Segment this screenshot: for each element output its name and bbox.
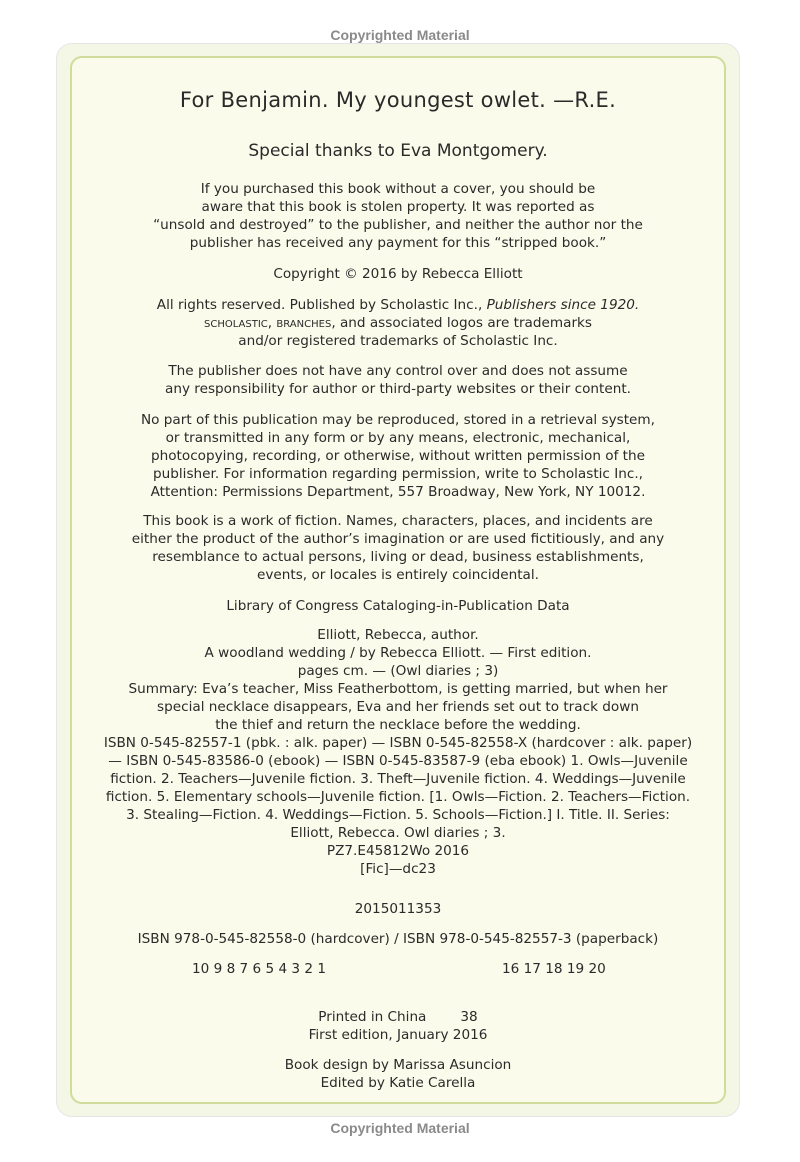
notice-line: This book is a work of fiction. Names, characters, places, and incidents are bbox=[143, 513, 653, 529]
cataloging-line: — ISBN 0-545-83586-0 (ebook) — ISBN 0-545-83587-9 (eba ebook) 1. Owls—Juvenile bbox=[108, 753, 688, 769]
notice-line: “unsold and destroyed” to the publisher, and neither the author nor the bbox=[153, 217, 643, 233]
copyright-watermark-bottom: Copyrighted Material bbox=[330, 1120, 470, 1136]
reproduction-notice bbox=[70, 411, 726, 501]
printed-in-row bbox=[70, 1008, 726, 1026]
edit-credit: Edited by Katie Carella bbox=[320, 1075, 476, 1091]
notice-line: publisher has received any payment for this “stripped book.” bbox=[189, 235, 607, 251]
printed-in: Printed in China bbox=[318, 1009, 427, 1025]
cataloging-line: the thief and return the necklace before the wedding. bbox=[215, 717, 581, 733]
branches-trademark: branches bbox=[276, 315, 332, 331]
notice-line: any responsibility for author or third-party websites or their content. bbox=[165, 381, 631, 397]
scholastic-trademark: scholastic bbox=[204, 315, 268, 331]
notice-line: No part of this publication may be reproduced, stored in a retrieval system, bbox=[141, 412, 655, 428]
special-thanks: Special thanks to Eva Montgomery. bbox=[248, 141, 548, 161]
fiction-notice bbox=[70, 512, 726, 584]
publisher-notice bbox=[70, 362, 726, 398]
cataloging-line: 3. Stealing—Fiction. 4. Weddings—Fiction. 5. Schools—Fiction.] I. Title. II. Series: bbox=[126, 807, 670, 823]
printing-numbers-right: 16 17 18 19 20 bbox=[502, 961, 606, 977]
rights-prefix: All rights reserved. Published by Scholastic Inc., bbox=[156, 297, 483, 313]
notice-line: The publisher does not have any control over and does not assume bbox=[168, 363, 628, 379]
cataloging-line: PZ7.E45812Wo 2016 bbox=[326, 843, 470, 859]
printing-info bbox=[70, 1008, 726, 1044]
notice-line: either the product of the author’s imagination or are used fictitiously, and any bbox=[131, 531, 665, 547]
lccn bbox=[70, 900, 726, 918]
cataloging-line: Elliott, Rebecca, author. bbox=[317, 627, 479, 643]
rights-line-2 bbox=[70, 314, 726, 332]
rights-line-3: and/or registered trademarks of Scholastic Inc. bbox=[238, 333, 558, 349]
notice-line: publisher. For information regarding permission, write to Scholastic Inc., bbox=[153, 466, 643, 482]
cataloging-data bbox=[70, 626, 726, 878]
notice-line: Attention: Permissions Department, 557 Broadway, New York, NY 10012. bbox=[150, 484, 646, 500]
cataloging-line: [Fic]—dc23 bbox=[360, 861, 436, 877]
cataloging-line: special necklace disappears, Eva and her friends set out to track down bbox=[157, 699, 639, 715]
isbn-block bbox=[70, 930, 726, 948]
notice-line: resemblance to actual persons, living or dead, business establishments, bbox=[152, 549, 644, 565]
lccn-number: 2015011353 bbox=[354, 901, 442, 917]
printing-numbers-left: 10 9 8 7 6 5 4 3 2 1 bbox=[192, 961, 327, 977]
notice-line: aware that this book is stolen property. It was reported as bbox=[201, 199, 595, 215]
loc-heading bbox=[70, 597, 726, 615]
dedication: For Benjamin. My youngest owlet. —R.E. bbox=[179, 88, 617, 112]
rights-separator: , bbox=[267, 315, 273, 331]
publishers-since: Publishers since 1920. bbox=[486, 297, 640, 313]
loc-heading-text: Library of Congress Cataloging-in-Publication Data bbox=[226, 598, 570, 614]
notice-line: photocopying, recording, or otherwise, without written permission of the bbox=[150, 448, 645, 464]
copyright-watermark-top: Copyrighted Material bbox=[330, 27, 470, 43]
copyright-statement bbox=[70, 265, 726, 283]
notice-line: If you purchased this book without a cover, you should be bbox=[200, 181, 596, 197]
notice-line: events, or locales is entirely coincidental. bbox=[257, 567, 539, 583]
notice-line: or transmitted in any form or by any means, electronic, mechanical, bbox=[165, 430, 631, 446]
isbn-line: ISBN 978-0-545-82558-0 (hardcover) / ISBN 978-0-545-82557-3 (paperback) bbox=[137, 931, 659, 947]
rights-notice bbox=[70, 296, 726, 350]
first-edition: First edition, January 2016 bbox=[308, 1027, 488, 1043]
cataloging-line: fiction. 5. Elementary schools—Juvenile fiction. [1. Owls—Fiction. 2. Teachers—Fiction. bbox=[105, 789, 691, 805]
cataloging-line: Elliott, Rebecca. Owl diaries ; 3. bbox=[290, 825, 506, 841]
cataloging-line: pages cm. — (Owl diaries ; 3) bbox=[297, 663, 499, 679]
credits bbox=[70, 1056, 726, 1092]
cataloging-line: fiction. 2. Teachers—Juvenile fiction. 3. Theft—Juvenile fiction. 4. Weddings—Juvenile bbox=[110, 771, 686, 787]
stripped-book-notice bbox=[70, 180, 726, 252]
cataloging-line: ISBN 0-545-82557-1 (pbk. : alk. paper) — ISBN 0-545-82558-X (hardcover : alk. paper) bbox=[103, 735, 693, 751]
copyright-line: Copyright © 2016 by Rebecca Elliott bbox=[273, 266, 523, 282]
printed-code: 38 bbox=[460, 1009, 478, 1025]
cataloging-line: Summary: Eva’s teacher, Miss Featherbottom, is getting married, but when her bbox=[128, 681, 668, 697]
design-credit: Book design by Marissa Asuncion bbox=[284, 1057, 512, 1073]
rights-line-2-rest: , and associated logos are trademarks bbox=[331, 315, 592, 331]
rights-line-1 bbox=[70, 296, 726, 314]
cataloging-line: A woodland wedding / by Rebecca Elliott. — First edition. bbox=[204, 645, 592, 661]
